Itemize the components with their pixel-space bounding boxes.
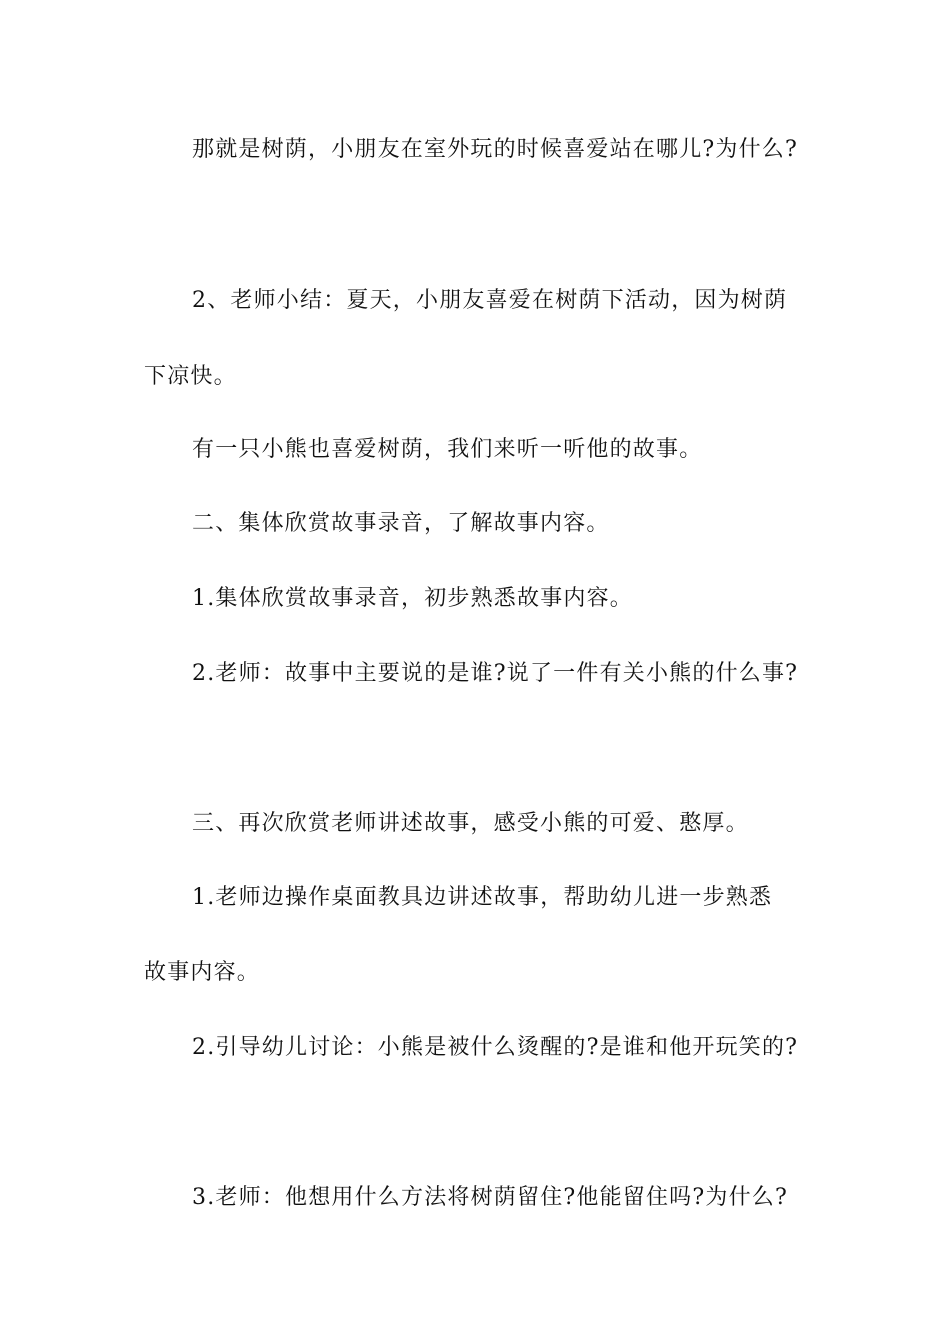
paragraph-line: 1.老师边操作桌面教具边讲述故事，帮助幼儿进一步熟悉 — [192, 885, 773, 910]
paragraph-line: 2、老师小结：夏天，小朋友喜爱在树荫下活动，因为树荫 — [192, 288, 788, 313]
paragraph-line: 2.引导幼儿讨论：小熊是被什么烫醒的?是谁和他开玩笑的? — [192, 1035, 799, 1060]
paragraph-line: 故事内容。 — [144, 960, 261, 985]
paragraph-line: 下凉快。 — [144, 364, 237, 389]
paragraph-line: 1.集体欣赏故事录音，初步熟悉故事内容。 — [192, 586, 633, 611]
section-heading: 二、集体欣赏故事录音，了解故事内容。 — [192, 511, 610, 536]
paragraph-line: 那就是树荫，小朋友在室外玩的时候喜爱站在哪儿?为什么? — [192, 137, 798, 162]
section-heading: 三、再次欣赏老师讲述故事，感受小熊的可爱、憨厚。 — [192, 811, 749, 836]
paragraph-line: 2.老师：故事中主要说的是谁?说了一件有关小熊的什么事? — [192, 661, 799, 686]
paragraph-line: 3.老师：他想用什么方法将树荫留住?他能留住吗?为什么? — [192, 1185, 788, 1210]
paragraph-line: 有一只小熊也喜爱树荫，我们来听一听他的故事。 — [192, 437, 703, 462]
